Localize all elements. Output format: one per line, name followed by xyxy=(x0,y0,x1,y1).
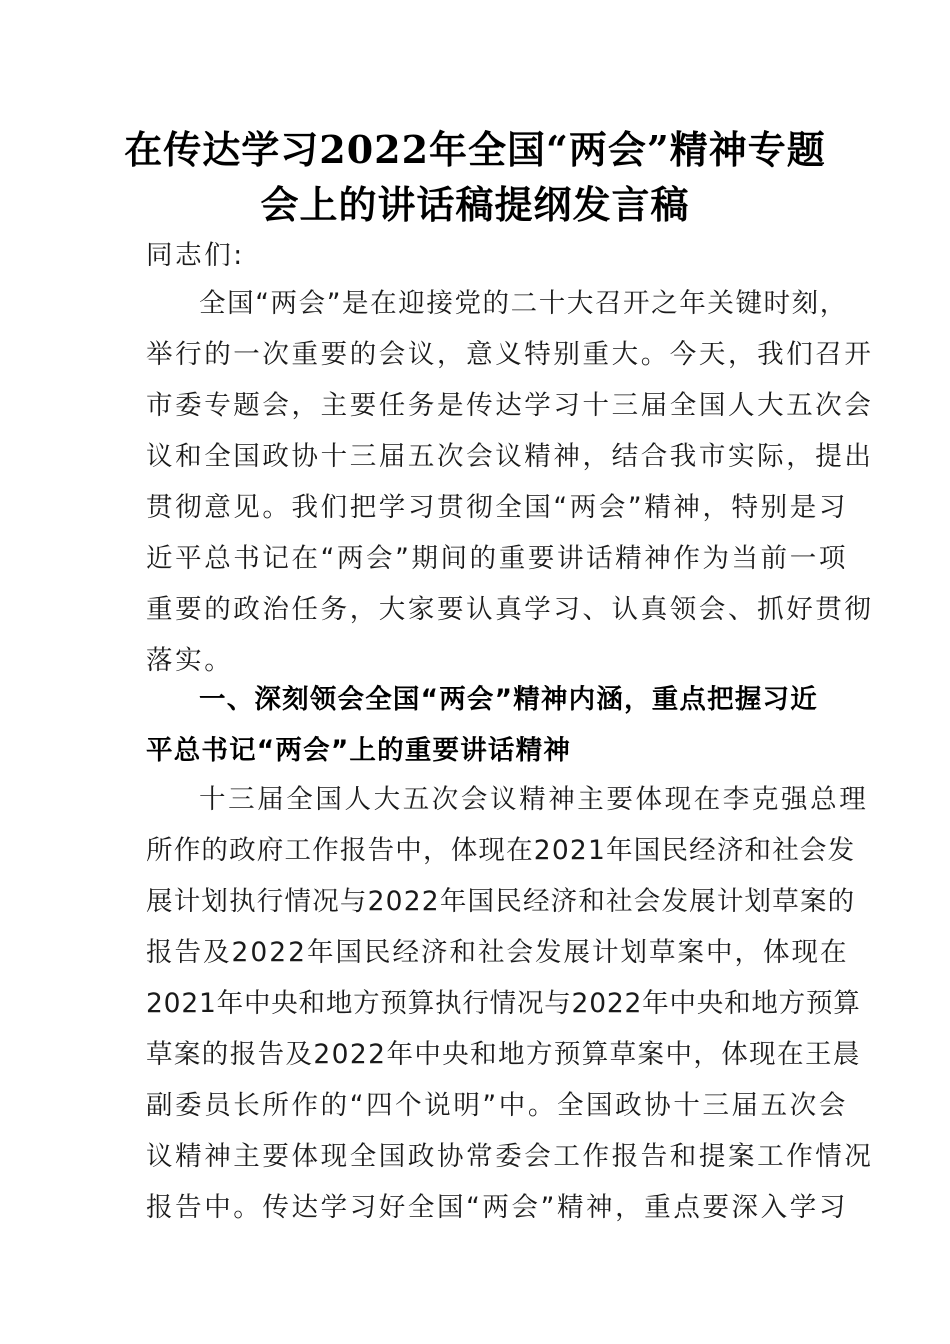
section-body-line: 报告及2022年国民经济和社会发展计划草案中，体现在 xyxy=(146,937,849,968)
section-1-paragraph xyxy=(146,774,874,1233)
section-body-line: 报告中。传达学习好全国“两会”精神，重点要深入学习 xyxy=(146,1192,848,1223)
title-line-1: 在传达学习2022年全国“两会”精神专题 xyxy=(124,127,826,172)
section-body-line: 草案的报告及2022年中央和地方预算草案中，体现在王晨 xyxy=(146,1039,861,1070)
title-line-2: 会上的讲话稿提纲发言稿 xyxy=(260,182,690,227)
section-body-line: 副委员长所作的“四个说明”中。全国政协十三届五次会 xyxy=(146,1090,848,1121)
section-body-line: 所作的政府工作报告中，体现在2021年国民经济和社会发 xyxy=(146,835,856,866)
section-heading-line: 一、深刻领会全国“两会”精神内涵，重点把握习近 xyxy=(199,684,818,715)
intro-line: 近平总书记在“两会”期间的重要讲话精神作为当前一项 xyxy=(146,543,848,574)
intro-line: 全国“两会”是在迎接党的二十大召开之年关键时刻， xyxy=(199,288,848,319)
intro-paragraph xyxy=(146,278,874,686)
salutation xyxy=(146,230,810,281)
section-body-line: 议精神主要体现全国政协常委会工作报告和提案工作情况 xyxy=(146,1141,874,1172)
section-body-line: 十三届全国人大五次会议精神主要体现在李克强总理 xyxy=(199,784,869,815)
intro-line: 落实。 xyxy=(146,645,234,676)
intro-line: 重要的政治任务，大家要认真学习、认真领会、抓好贯彻 xyxy=(146,594,874,625)
document-title xyxy=(120,122,830,232)
section-body-line: 2021年中央和地方预算执行情况与2022年中央和地方预算 xyxy=(146,988,861,1019)
intro-line: 议和全国政协十三届五次会议精神，结合我市实际，提出 xyxy=(146,441,874,472)
section-1-heading xyxy=(146,674,818,776)
intro-line: 市委专题会，主要任务是传达学习十三届全国人大五次会 xyxy=(146,390,874,421)
intro-line: 贯彻意见。我们把学习贯彻全国“两会”精神，特别是习 xyxy=(146,492,848,523)
section-heading-line: 平总书记“两会”上的重要讲话精神 xyxy=(146,735,572,766)
section-body-line: 展计划执行情况与2022年国民经济和社会发展计划草案的 xyxy=(146,886,856,917)
intro-line: 举行的一次重要的会议，意义特别重大。今天，我们召开 xyxy=(146,339,874,370)
salutation-text: 同志们: xyxy=(146,240,245,271)
